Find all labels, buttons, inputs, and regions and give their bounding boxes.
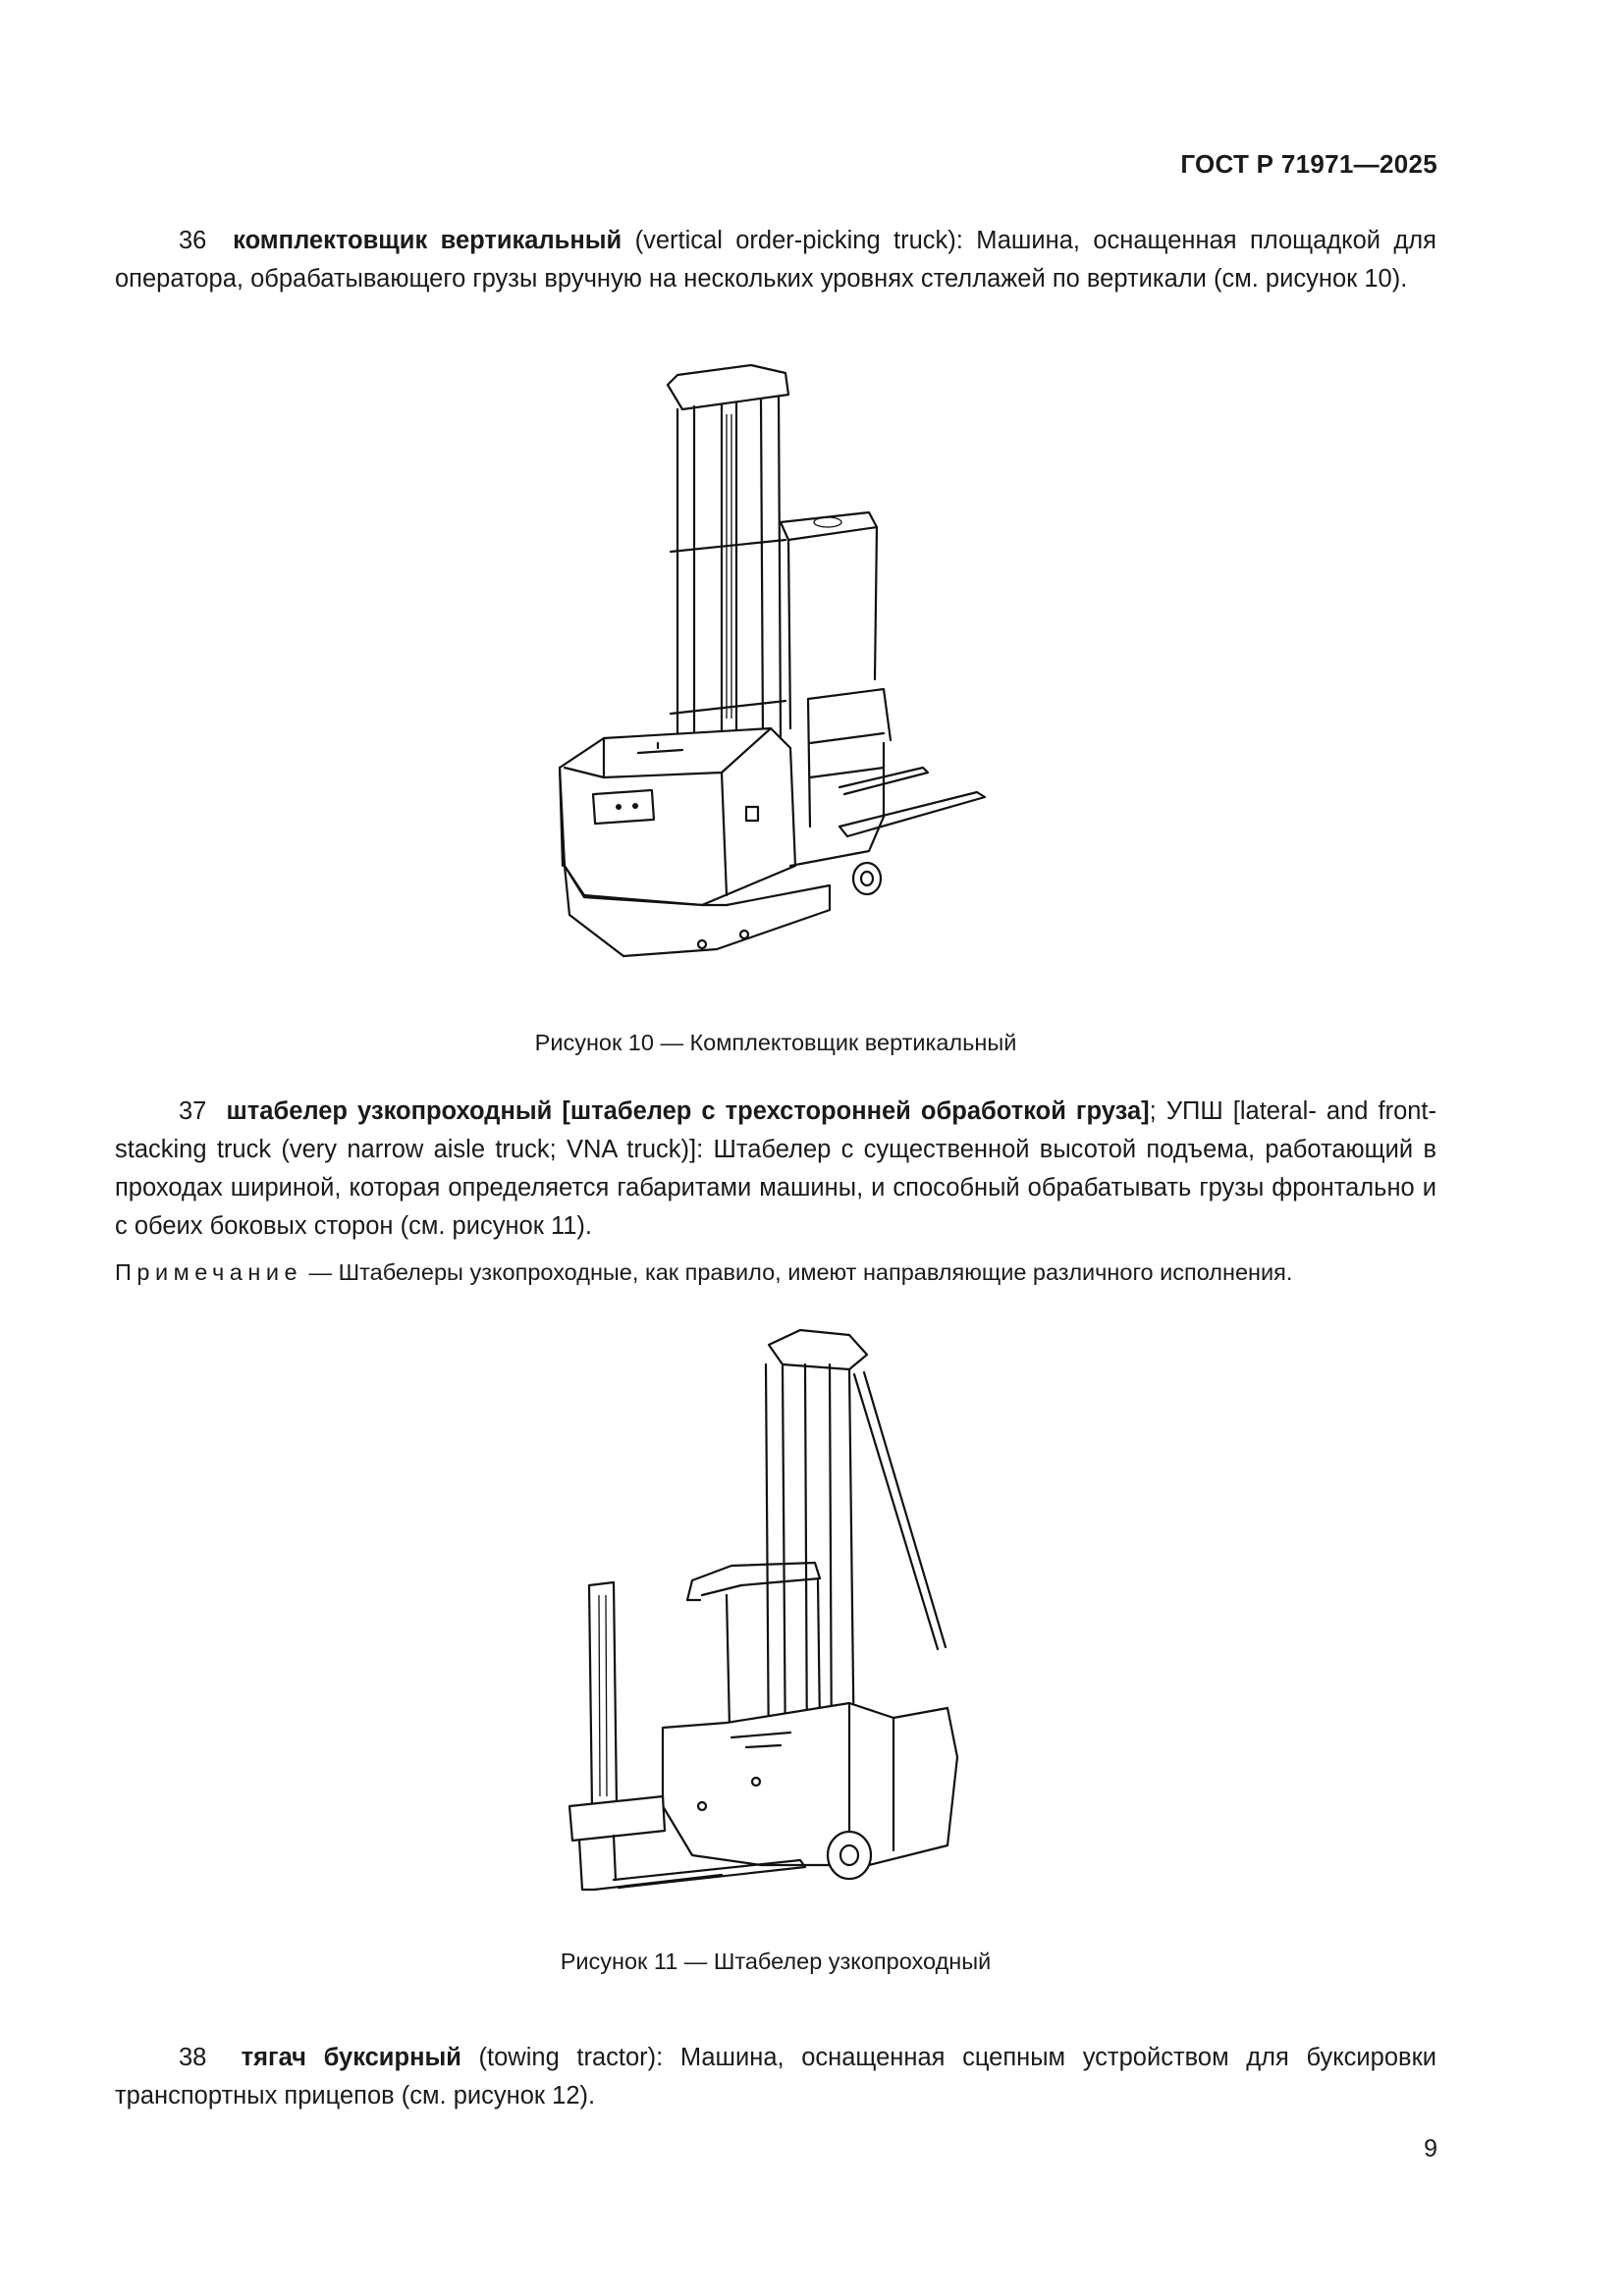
term-entry-36 [115, 222, 1436, 298]
figure-11-image [555, 1315, 1026, 1904]
figure-11-caption: Рисунок 11 — Штабелер узкопроходный [560, 1949, 992, 1974]
term-number: 38 [179, 2044, 207, 2071]
term-entry-38 [115, 2039, 1436, 2115]
term-number: 36 [179, 227, 207, 254]
document-header: ГОСТ Р 71971—2025 [1180, 149, 1437, 179]
term-definition: (vertical order-picking truck): Машина, оснащенная площадкой для оператора, обрабатывающего грузы вручную на нескольких уровнях стеллажей по вертикали (см. рисунок 10). [115, 227, 1436, 293]
term-definition: ; УПШ [lateral- and front-stacking truck (very narrow aisle truck; VNA truck)]: Штабелер с существенной высотой подъема, работающий в проходах шириной, которая определяется габаритами машины, и способный обрабатывать грузы фронтально и с обеих боковых сторон (см. рисунок 11). [115, 1097, 1437, 1240]
term-name: тягач буксирный [241, 2044, 461, 2071]
term-number: 37 [179, 1097, 207, 1125]
figure-10-caption: Рисунок 10 — Комплектовщик вертикальный [534, 1030, 1017, 1055]
vna-stacker-drawing [555, 1315, 1026, 1904]
page-number: 9 [1424, 2135, 1437, 2163]
term-name: комплектовщик вертикальный [233, 227, 623, 254]
term-entry-37 [115, 1093, 1436, 1246]
note [115, 1255, 1436, 1289]
note-label: Примечание [115, 1259, 303, 1285]
vertical-order-picker-drawing [545, 355, 1006, 993]
figure-10-image [545, 355, 1006, 993]
term-name: штабелер узкопроходный [штабелер с трехсторонней обработкой груза] [226, 1097, 1150, 1125]
note-text: — Штабелеры узкопроходные, как правило, имеют направляющие различного исполнения. [302, 1259, 1293, 1285]
term-definition: (towing tractor): Машина, оснащенная сцепным устройством для буксировки транспортных прицепов (см. рисунок 12). [115, 2044, 1436, 2109]
